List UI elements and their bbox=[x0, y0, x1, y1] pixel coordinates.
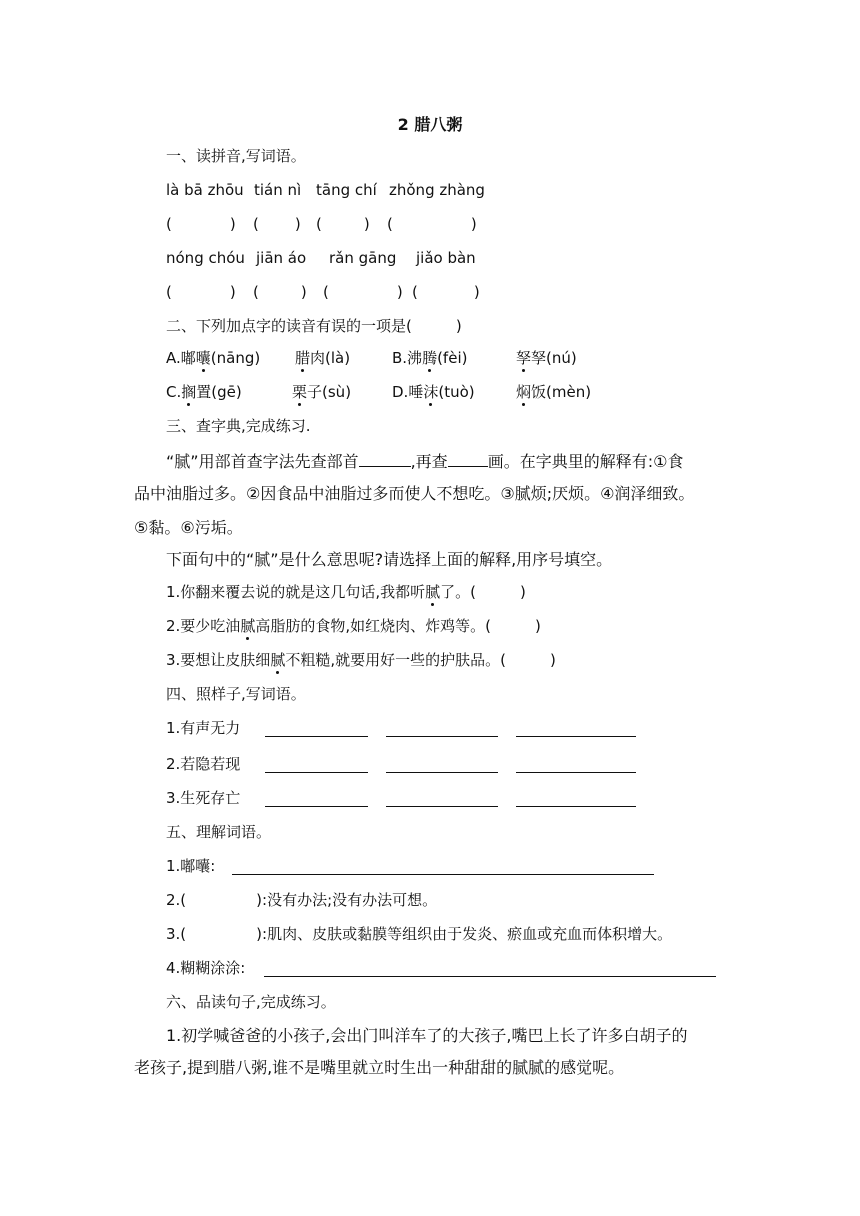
pinyin-2: tián nì bbox=[254, 181, 302, 199]
vocab-question-3: 3.( ):肌肉、皮肤或黏膜等组织由于发炎、瘀血或充血而体积增大。 bbox=[166, 925, 673, 943]
dict-paragraph-line-1: “腻”用部首查字法先查部首 ,再查 画。在字典里的解释有:①食 bbox=[166, 452, 684, 471]
answer-line[interactable] bbox=[386, 806, 498, 807]
page-title: 2 腊八粥 bbox=[397, 115, 463, 134]
section-4-heading: 四、照样子,写词语。 bbox=[166, 685, 306, 703]
radical-blank[interactable] bbox=[359, 450, 411, 467]
option-c: C.搁置(gē) bbox=[166, 383, 242, 401]
option-c-2: 栗子(sù) bbox=[292, 383, 352, 401]
answer-line[interactable] bbox=[265, 772, 368, 773]
pinyin-8: jiǎo bàn bbox=[416, 249, 476, 267]
answer-line[interactable] bbox=[386, 772, 498, 773]
answer-paren-7[interactable]: ( ) bbox=[323, 283, 403, 301]
answer-paren-2[interactable]: ( ) bbox=[253, 215, 301, 233]
answer-line[interactable] bbox=[386, 736, 498, 737]
answer-paren-6[interactable]: ( ) bbox=[253, 283, 307, 301]
stroke-blank[interactable] bbox=[448, 450, 488, 467]
section-5-heading: 五、理解词语。 bbox=[166, 823, 272, 841]
section-3-heading: 三、查字典,完成练习. bbox=[166, 417, 311, 435]
answer-line[interactable] bbox=[232, 874, 654, 875]
dict-question-3: 3.要想让皮肤细腻不粗糙,就要用好一些的护肤品。( ) bbox=[166, 651, 556, 669]
pinyin-5: nóng chóu bbox=[166, 249, 245, 267]
vocab-question-1: 1.嘟囔: bbox=[166, 857, 216, 875]
dict-question-1: 1.你翻来覆去说的就是这几句话,我都听腻了。( ) bbox=[166, 583, 526, 601]
option-d-2: 焖饭(mèn) bbox=[516, 383, 592, 401]
pattern-item-2: 2.若隐若现 bbox=[166, 755, 241, 773]
answer-paren-1[interactable]: ( ) bbox=[166, 215, 236, 233]
pinyin-6: jiān áo bbox=[256, 249, 307, 267]
dict-paragraph-line-3: ⑤黏。⑥污垢。 bbox=[134, 518, 243, 537]
option-b: B.沸腾(fèi) bbox=[392, 349, 468, 367]
answer-line[interactable] bbox=[516, 806, 636, 807]
vocab-question-2: 2.( ):没有办法;没有办法可想。 bbox=[166, 891, 438, 909]
reading-line-2: 老孩子,提到腊八粥,谁不是嘴里就立时生出一种甜甜的腻腻的感觉呢。 bbox=[134, 1058, 625, 1077]
vocab-question-4: 4.糊糊涂涂: bbox=[166, 959, 246, 977]
section-6-heading: 六、品读句子,完成练习。 bbox=[166, 993, 336, 1011]
answer-line[interactable] bbox=[265, 806, 368, 807]
answer-paren-8[interactable]: ( ) bbox=[412, 283, 480, 301]
pinyin-7: rǎn gāng bbox=[329, 249, 397, 267]
answer-paren-5[interactable]: ( ) bbox=[166, 283, 236, 301]
section-1-heading: 一、读拼音,写词语。 bbox=[166, 147, 306, 165]
answer-paren-4[interactable]: ( ) bbox=[387, 215, 477, 233]
pattern-item-1: 1.有声无力 bbox=[166, 719, 241, 737]
section-2-heading: 二、下列加点字的读音有误的一项是( ) bbox=[166, 317, 462, 335]
reading-line-1: 1.初学喊爸爸的小孩子,会出门叫洋车了的大孩子,嘴巴上长了许多白胡子的 bbox=[166, 1026, 688, 1045]
pinyin-3: tāng chí bbox=[316, 181, 377, 199]
pattern-item-3: 3.生死存亡 bbox=[166, 789, 241, 807]
dict-question-2: 2.要少吃油腻高脂肪的食物,如红烧肉、炸鸡等。( ) bbox=[166, 617, 541, 635]
pinyin-4: zhǒng zhàng bbox=[389, 181, 485, 199]
answer-line[interactable] bbox=[265, 736, 368, 737]
answer-line[interactable] bbox=[264, 976, 716, 977]
option-a: A.嘟囔(nāng) bbox=[166, 349, 261, 367]
answer-paren-3[interactable]: ( ) bbox=[316, 215, 370, 233]
option-b-2: 孥孥(nú) bbox=[516, 349, 577, 367]
dict-paragraph-line-2: 品中油脂过多。②因食品中油脂过多而使人不想吃。③腻烦;厌烦。④润泽细致。 bbox=[134, 484, 695, 503]
dict-instruction: 下面句中的“腻”是什么意思呢?请选择上面的解释,用序号填空。 bbox=[166, 550, 613, 569]
option-d: D.唾沫(tuò) bbox=[392, 383, 475, 401]
answer-line[interactable] bbox=[516, 736, 636, 737]
answer-line[interactable] bbox=[516, 772, 636, 773]
option-a-2: 腊肉(là) bbox=[295, 349, 351, 367]
pinyin-1: là bā zhōu bbox=[166, 181, 244, 199]
